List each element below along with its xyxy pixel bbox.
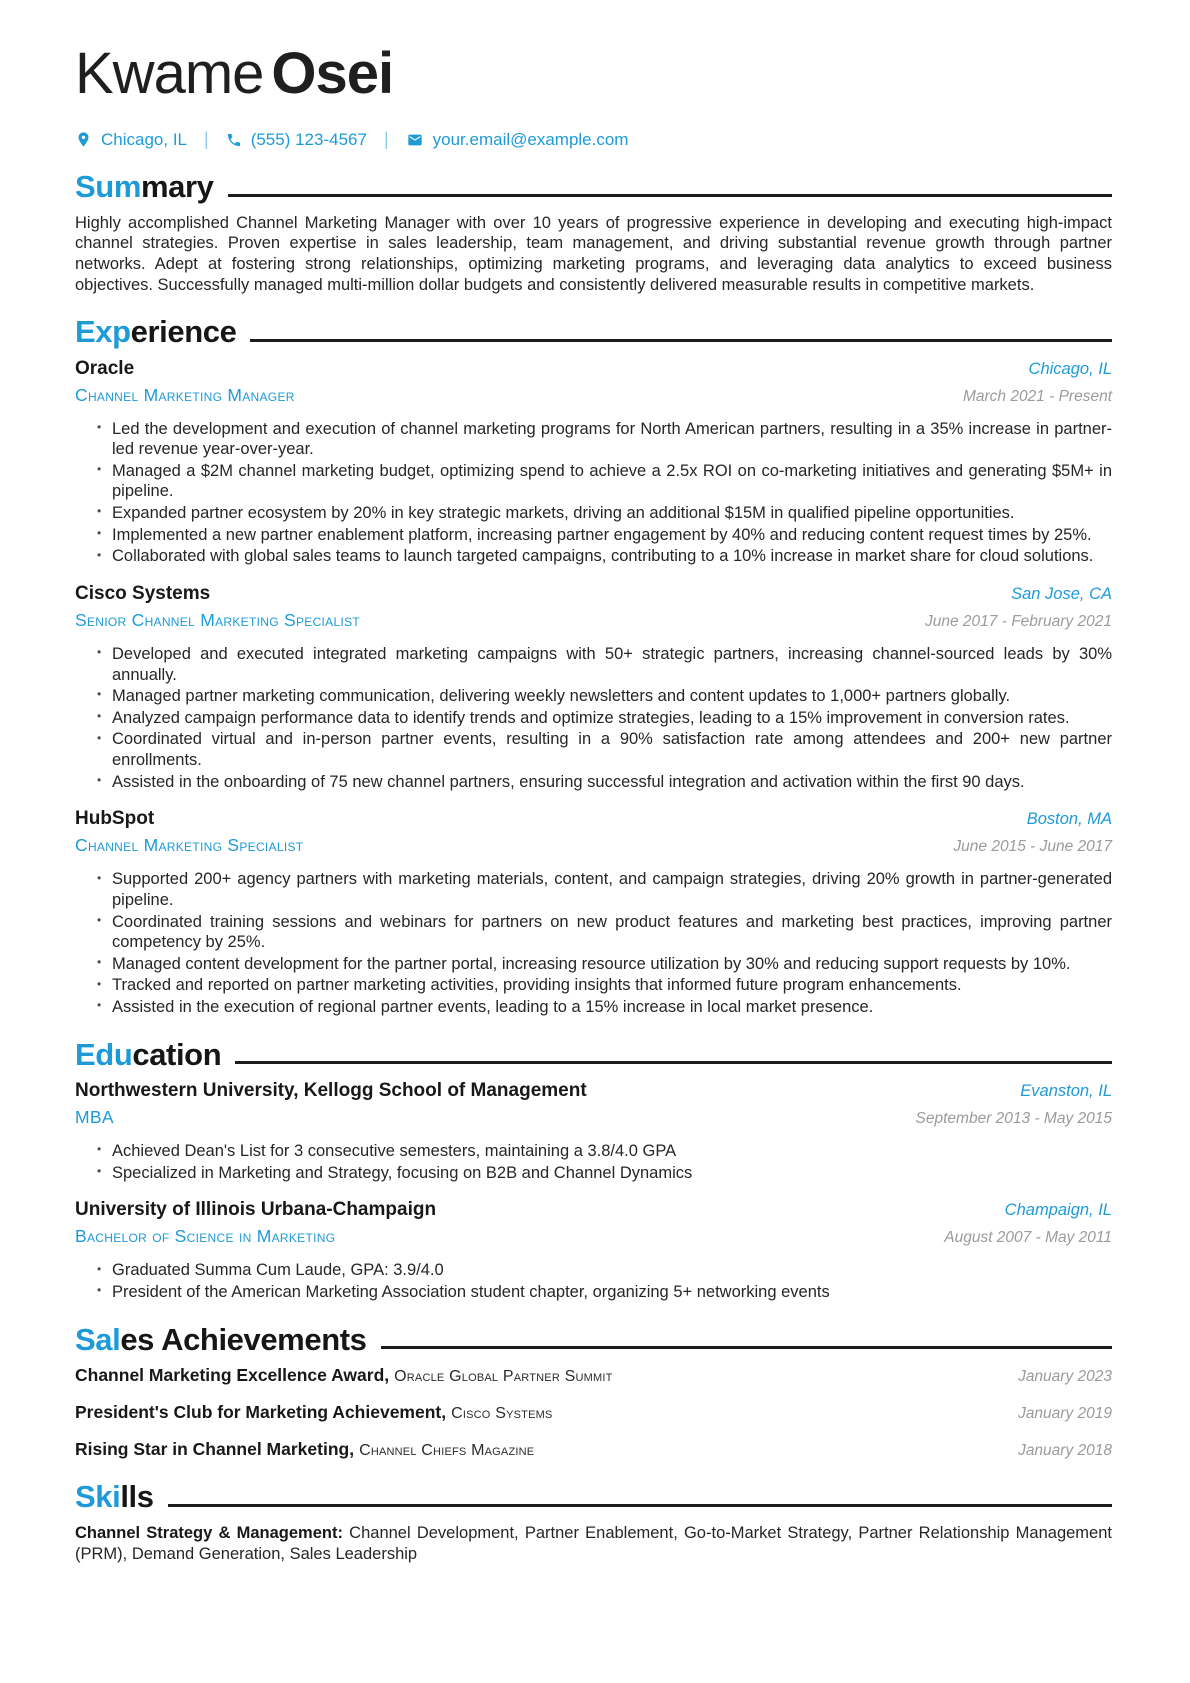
achievement-entry <box>75 1365 1112 1386</box>
section-education <box>75 1038 1112 1303</box>
bullet-item: • Graduated Summa Cum Laude, GPA: 3.9/4.0 <box>97 1260 1112 1281</box>
heading-rule <box>250 339 1112 342</box>
contact-separator: | <box>383 129 389 150</box>
candidate-name <box>75 41 1112 106</box>
contact-separator: | <box>204 129 209 150</box>
section-achievements <box>75 1323 1112 1460</box>
heading-rule <box>381 1346 1113 1349</box>
job-bullet-list <box>97 419 1112 567</box>
achievement-org: Channel Chiefs Magazine <box>359 1442 535 1460</box>
bullet-item: • Coordinated training sessions and webinars for partners on new product features and marketing best practices, improving partner competency by 25%. <box>97 912 1112 953</box>
job-entry-oracle <box>75 358 1112 567</box>
bullet-item: • Coordinated virtual and in-person partner events, resulting in a 90% satisfaction rate among attendees and 200+ new partner enrollments. <box>97 729 1112 770</box>
education-entry-northwestern <box>75 1080 1112 1183</box>
company-name: Oracle <box>75 357 135 379</box>
section-skills <box>75 1480 1112 1565</box>
skills-category-label: Channel Strategy & Management: <box>75 1523 343 1542</box>
section-summary <box>75 170 1112 295</box>
bullet-item: • Collaborated with global sales teams to launch targeted campaigns, contributing to a 10% increase in market share for cloud solutions. <box>97 546 1112 567</box>
job-title: Channel Marketing Specialist <box>75 835 304 856</box>
bullet-item: • Assisted in the onboarding of 75 new channel partners, ensuring successful integration and activation within the first 90 days. <box>97 772 1112 793</box>
bullet-item: • Managed a $2M channel marketing budget, optimizing spend to achieve a 2.5x ROI on co-marketing initiatives and generating $5M+ in pipeline. <box>97 461 1112 502</box>
school-bullet-list <box>97 1141 1112 1183</box>
section-title-achievements: Sales Achievements <box>75 1321 367 1357</box>
bullet-item: • Analyzed campaign performance data to identify trends and optimize strategies, leading to a 15% improvement in conversion rates. <box>97 708 1112 729</box>
contact-location-item <box>75 130 187 150</box>
company-name: Cisco Systems <box>75 582 211 604</box>
experience-heading <box>75 315 1112 348</box>
achievements-heading <box>75 1323 1112 1356</box>
contact-location: Chicago, IL <box>101 129 187 149</box>
bullet-item: • Expanded partner ecosystem by 20% in key strategic markets, driving an additional $15M in qualified pipeline opportunities. <box>97 503 1112 524</box>
job-title: Channel Marketing Manager <box>75 384 295 405</box>
contact-row <box>75 129 1112 150</box>
school-dates: August 2007 - May 2011 <box>944 1229 1112 1247</box>
last-name: Osei <box>271 41 394 106</box>
contact-email-item <box>406 130 629 150</box>
section-title-experience: Experience <box>75 314 237 350</box>
job-location: Boston, MA <box>1026 810 1112 829</box>
degree: Bachelor of Science in Marketing <box>75 1226 336 1247</box>
bullet-item: • Led the development and execution of channel marketing programs for North American partners, resulting in a 35% increase in partner-led revenue year-over-year. <box>97 419 1112 460</box>
section-title-summary: Summary <box>75 169 214 205</box>
job-dates: June 2015 - June 2017 <box>953 838 1112 856</box>
bullet-item: • Developed and executed integrated marketing campaigns with 50+ strategic partners, increasing channel-sourced leads by 30% annually. <box>97 644 1112 685</box>
job-dates: June 2017 - February 2021 <box>925 612 1112 630</box>
heading-rule <box>228 194 1113 197</box>
company-name: HubSpot <box>75 808 155 830</box>
achievement-title: Rising Star in Channel Marketing, <box>75 1439 355 1460</box>
bullet-item: • Implemented a new partner enablement platform, increasing partner engagement by 40% and reducing content request times by 25%. <box>97 525 1112 546</box>
achievement-date: January 2023 <box>1018 1368 1112 1386</box>
contact-email: your.email@example.com <box>432 129 629 149</box>
section-experience <box>75 315 1112 1018</box>
section-title-skills: Skills <box>75 1479 154 1515</box>
summary-text: Highly accomplished Channel Marketing Manager with over 10 years of progressive experience in developing and executing high-impact channel strategies. Proven expertise in sales leadership, team management, and driving substantial revenue growth through partner networks. Adept at fostering strong relationships, optimizing marketing programs, and leveraging data analytics to exceed business objectives. Successfully managed multi-million dollar budgets and consistently delivered measurable results in competitive markets. <box>75 213 1112 294</box>
job-entry-cisco <box>75 583 1112 792</box>
school-location: Evanston, IL <box>1020 1082 1112 1101</box>
education-heading <box>75 1038 1112 1071</box>
school-location: Champaign, IL <box>1004 1201 1112 1220</box>
achievement-text <box>75 1402 553 1423</box>
achievement-entry <box>75 1439 1112 1460</box>
contact-phone: (555) 123-4567 <box>250 129 367 149</box>
contact-phone-item <box>226 130 367 150</box>
skills-line <box>75 1523 1112 1566</box>
achievement-text <box>75 1439 534 1460</box>
achievement-title: President's Club for Marketing Achievement, <box>75 1402 447 1423</box>
bullet-item: • Tracked and reported on partner marketing activities, providing insights that informed future program enhancements. <box>97 975 1112 996</box>
achievement-date: January 2018 <box>1018 1442 1112 1460</box>
school-bullet-list <box>97 1260 1112 1302</box>
achievement-date: January 2019 <box>1018 1405 1112 1423</box>
school-name: Northwestern University, Kellogg School of Management <box>75 1080 587 1102</box>
bullet-item: • Assisted in the execution of regional partner events, leading to a 15% increase in local market presence. <box>97 997 1112 1018</box>
job-bullet-list <box>97 869 1112 1017</box>
bullet-item: • Managed partner marketing communication, delivering weekly newsletters and content updates to 1,000+ partners globally. <box>97 686 1112 707</box>
heading-rule <box>235 1061 1112 1064</box>
skills-list: Channel Development, Partner Enablement, Go-to-Market Strategy, Partner Relationship Management (PRM), Demand Generation, Sales Leadership <box>75 1523 1112 1564</box>
bullet-item: • Specialized in Marketing and Strategy, focusing on B2B and Channel Dynamics <box>97 1163 1112 1184</box>
bullet-item: • Achieved Dean's List for 3 consecutive semesters, maintaining a 3.8/4.0 GPA <box>97 1141 1112 1162</box>
degree: MBA <box>75 1107 114 1128</box>
bullet-item: • Managed content development for the partner portal, increasing resource utilization by 30% and reducing support requests by 10%. <box>97 954 1112 975</box>
envelope-icon <box>406 132 424 148</box>
header <box>75 41 1112 150</box>
achievement-title: Channel Marketing Excellence Award, <box>75 1365 390 1386</box>
job-dates: March 2021 - Present <box>962 387 1112 405</box>
bullet-item: • Supported 200+ agency partners with marketing materials, content, and campaign strategies, driving 20% growth in partner-generated pipeline. <box>97 869 1112 910</box>
school-dates: September 2013 - May 2015 <box>915 1110 1112 1128</box>
phone-icon <box>226 132 242 148</box>
summary-heading <box>75 170 1112 203</box>
job-entry-hubspot <box>75 808 1112 1017</box>
skills-heading <box>75 1480 1112 1513</box>
job-location: San Jose, CA <box>1011 584 1112 603</box>
job-bullet-list <box>97 644 1112 792</box>
section-title-education: Education <box>75 1036 222 1072</box>
achievement-entry <box>75 1402 1112 1423</box>
location-pin-icon <box>75 131 92 148</box>
education-entry-uiuc <box>75 1199 1112 1302</box>
achievement-org: Oracle Global Partner Summit <box>394 1368 613 1386</box>
achievement-org: Cisco Systems <box>451 1405 553 1423</box>
job-location: Chicago, IL <box>1028 359 1112 378</box>
job-title: Senior Channel Marketing Specialist <box>75 609 361 630</box>
school-name: University of Illinois Urbana-Champaign <box>75 1199 437 1221</box>
bullet-item: • President of the American Marketing Association student chapter, organizing 5+ networking events <box>97 1282 1112 1303</box>
achievement-text <box>75 1365 613 1386</box>
heading-rule <box>168 1504 1112 1507</box>
first-name: Kwame <box>75 41 264 106</box>
